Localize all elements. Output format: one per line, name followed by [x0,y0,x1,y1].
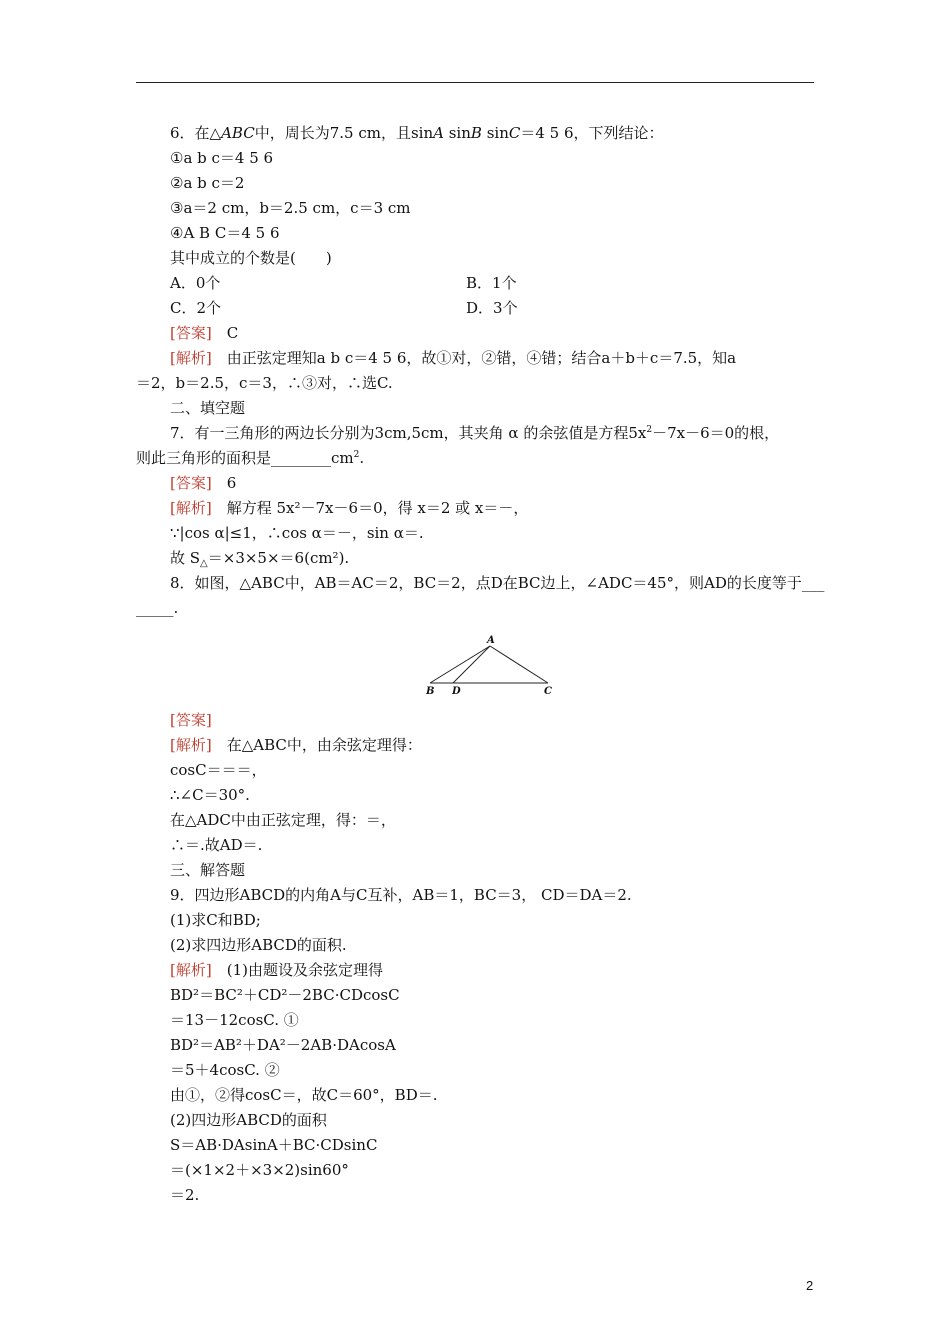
vertex-b-label: B [426,686,435,697]
q8-analysis-line2: cosC＝＝＝， [170,761,267,779]
q9-part-1: (1)求C和BD; [170,911,261,929]
triangle-diagram [420,632,560,698]
answer-tag: [答案] [170,711,212,729]
q9-line-3: BD²＝AB²＋DA²－2AB·DAcosA [170,1036,396,1054]
answer-tag: [答案] [170,474,212,492]
q7-analysis-line2: ∵|cos α|≤1，∴cos α＝－，sin α＝. [170,524,424,542]
page-number: 2 [806,1278,814,1293]
q6-choice-b: B．1个 [466,274,517,292]
section-heading-solve: 三、解答题 [170,861,246,879]
q7-analysis-line3: 故 $S_\triangle=\times 3\times 5\times=6(cm^2)$. [170,549,350,569]
q7-answer: [答案] 6 [170,474,237,492]
q9-line-9: ＝2. [170,1186,200,1204]
q9-line-4: ＝5＋4cosC. ② [170,1061,280,1079]
q9-line-1: BD²＝BC²＋CD²－2BC·CDcosC [170,986,400,1004]
q9-line-6: (2)四边形ABCD的面积 [170,1111,327,1129]
q8-stem: 8．如图，△ABC中，AB＝AC＝2，BC＝2，点D在BC边上，∠ADC＝45°，则AD的长度等于___ [170,574,825,592]
q9-line-5: 由①，②得cosC＝，故C＝60°，BD＝. [170,1086,438,1104]
q6-choice-c: C．2个 [170,299,222,317]
q8-answer [170,710,212,730]
q6-choice-d: D．3个 [466,299,518,317]
q9-line-2: ＝13－12cosC. ① [170,1011,299,1029]
q6-analysis-cont: ＝2，b＝2.5，c＝3，∴③对，∴选C. [136,374,393,392]
q9-line-7: S＝AB·DAsinA＋BC·CDsinC [170,1136,378,1154]
analysis-tag: [解析] [170,499,212,517]
section-heading-fill-in: 二、填空题 [170,399,246,417]
q6-analysis: [解析] 由正弦定理知a b c＝4 5 6，故①对，②错，④错；结合a＋b＋c＝7.5，知a [170,349,737,367]
vertex-a-label: A [487,635,495,646]
q6-question: 其中成立的个数是( ) [170,249,332,267]
q8-analysis-line5: ∴＝.故AD＝. [170,836,263,854]
triangle-figure [420,632,560,698]
analysis-tag: [解析] [170,736,212,754]
q6-option-4: ④A B C＝4 5 6 [170,224,280,242]
q9-line-8: ＝(×1×2＋×3×2)sin60° [170,1161,349,1179]
q9-stem: 9．四边形ABCD的内角A与C互补，AB＝1，BC＝3， CD＝DA＝2. [170,886,632,904]
vertex-d-label: D [452,686,461,697]
q6-option-2: ②a b c＝2 [170,174,245,192]
q6-option-1: ①a b c＝4 5 6 [170,149,274,167]
analysis-tag: [解析] [170,961,212,979]
q6-answer: [答案] C [170,324,239,342]
q8-stem-cont: _____. [136,599,179,617]
vertex-c-label: C [544,686,552,697]
q9-analysis: [解析] (1)由题设及余弦定理得 [170,961,383,979]
q8-analysis-line3: ∴∠C＝30°. [170,786,250,804]
q8-analysis-line4: 在△ADC中由正弦定理，得：＝， [170,811,396,829]
q8-analysis: [解析] 在△ABC中，由余弦定理得： [170,736,422,754]
q6-choice-a: A．0个 [170,274,221,292]
answer-tag: [答案] [170,324,212,342]
analysis-tag: [解析] [170,349,212,367]
q7-stem: 7．有一三角形的两边长分别为3cm,5cm，其夹角 α 的余弦值是方程$5x^2-7x-6=0$的根， [170,424,780,442]
q9-part-2: (2)求四边形ABCD的面积. [170,936,347,954]
q7-analysis: [解析] 解方程 5x²－7x－6＝0，得 x＝2 或 x＝－， [170,499,529,517]
q7-stem-cont: 则此三角形的面积是$\_\_\_\_\_\_\_\_cm^2$. [136,449,365,467]
q6-option-3: ③a＝2 cm，b＝2.5 cm，c＝3 cm [170,199,411,217]
header-rule [136,82,814,83]
q6-stem: 6．在△ABC中，周长为7.5 cm，且sinA sinB sinC＝4 5 6，下列结论： [170,124,664,142]
